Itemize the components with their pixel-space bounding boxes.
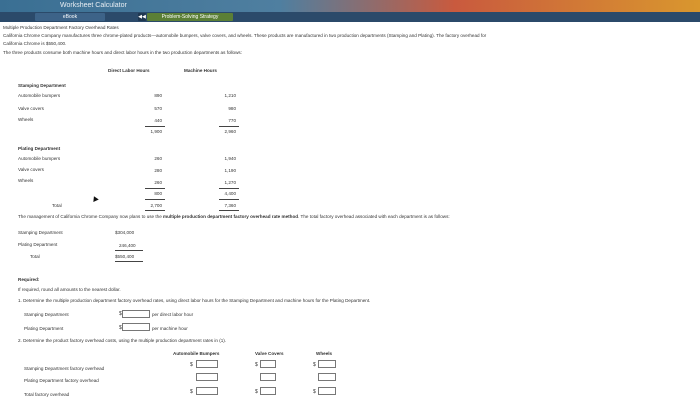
q1-plating-label: Plating Department [24, 326, 64, 331]
overhead-total-label: Total [30, 254, 40, 259]
browser-top-band [0, 0, 700, 12]
tab-problem-solving-strategy[interactable]: Problem-Solving Strategy [147, 13, 233, 21]
valve-plating-input[interactable] [260, 373, 276, 381]
overhead-row-value: $304,000 [115, 230, 135, 235]
management-text-c: . The total factory overhead associated with each department is as follows: [298, 214, 450, 219]
grand-total-mh: 7,360 [224, 203, 236, 208]
q2-col-valve-covers: Valve Covers [255, 351, 284, 356]
q1-stamping-dollar: $ [119, 311, 122, 317]
stamping-row-label: Valve covers [18, 106, 44, 111]
overhead-row-label: Plating Department [18, 242, 58, 247]
stamping-row-dlh: 440 [154, 118, 162, 123]
q1-stamping-label: Stamping Department [24, 312, 69, 317]
q2-row-total: Total factory overhead [24, 392, 70, 397]
management-paragraph [18, 214, 450, 219]
plating-row-dlh: 260 [154, 156, 162, 161]
grand-mh-double-underline [219, 210, 239, 211]
q2-row-plating: Plating Department factory overhead [24, 378, 99, 383]
tab-bar [0, 12, 700, 22]
method-name: multiple production department factory overhead rate method [163, 214, 299, 219]
stamping-rate-input[interactable] [122, 310, 150, 318]
overhead-underline [115, 250, 143, 251]
plating-title: Plating Department [18, 146, 61, 151]
plating-row-label: Valve covers [18, 167, 44, 172]
plating-row-mh: 1,190 [224, 168, 236, 173]
plating-total-mh: 4,400 [224, 191, 236, 196]
q1-plating-dollar: $ [119, 325, 122, 331]
overhead-total-value: $550,400 [115, 254, 135, 259]
worksheet-label: Worksheet Calculator [60, 2, 127, 9]
plating-rate-input[interactable] [122, 323, 150, 331]
plating-row-dlh: 260 [154, 180, 162, 185]
q2-col-automobile-bumpers: Automobile Bumpers [173, 351, 220, 356]
plating-row-label: Automobile bumpers [18, 156, 61, 161]
col-header-mh: Machine Hours [184, 68, 217, 73]
stamping-mh-underline [219, 126, 239, 127]
q2-dollar-bumpers-total: $ [190, 389, 193, 395]
q2-dollar-valve: $ [255, 362, 258, 368]
plating-mh-underline [219, 188, 239, 189]
wheels-stamping-input[interactable] [318, 360, 336, 368]
valve-stamping-input[interactable] [260, 360, 276, 368]
plating-total-dlh: 800 [154, 191, 162, 196]
stamping-title: Stamping Department [18, 83, 66, 88]
plating-row-mh: 1,940 [224, 156, 236, 161]
grand-total-label: Total [52, 203, 62, 208]
back-icon[interactable]: ◀◀ [138, 14, 146, 20]
overhead-double-underline [115, 261, 143, 262]
bumpers-total-input[interactable] [196, 387, 218, 395]
bumpers-stamping-input[interactable] [196, 360, 218, 368]
grand-dlh-underline [145, 199, 165, 200]
plating-row-label: Wheels [18, 178, 34, 183]
stamping-total-mh: 2,960 [224, 129, 236, 134]
stamping-total-dlh: 1,900 [150, 129, 162, 134]
stamping-row-dlh: 570 [154, 106, 162, 111]
stamping-row-label: Wheels [18, 117, 34, 122]
overhead-row-value: 246,400 [119, 243, 136, 248]
intro-line-3: The three products consume both machine hours and direct labor hours in the two production departments as follows: [3, 50, 243, 55]
plating-dlh-underline [145, 188, 165, 189]
wheels-total-input[interactable] [318, 387, 336, 395]
q2-row-stamping: Stamping Department factory overhead [24, 366, 105, 371]
stamping-row-mh: 1,210 [224, 93, 236, 98]
q2-dollar-bumpers: $ [190, 362, 193, 368]
intro-line-2: California Chrome is $550,400. [3, 41, 67, 46]
stamping-row-mh: 980 [228, 106, 236, 111]
stamping-row-label: Automobile bumpers [18, 93, 61, 98]
stamping-row-dlh: 890 [154, 93, 162, 98]
q1-plating-unit: per machine hour [152, 326, 188, 331]
grand-dlh-double-underline [145, 210, 165, 211]
required-title: Required: [18, 277, 40, 282]
plating-row-mh: 1,270 [224, 180, 236, 185]
tab-ebook[interactable]: eBook [35, 13, 105, 21]
problem-title: Multiple Production Department Factory Overhead Rates [3, 25, 119, 30]
q2-dollar-wheels: $ [313, 362, 316, 368]
rounding-note: If required, round all amounts to the nearest dollar. [18, 287, 121, 292]
grand-total-dlh: 2,700 [150, 203, 162, 208]
intro-line-1: California Chrome Company manufactures three chrome-plated products—automobile bumpers, valve covers, and wheels. These products are manufactured in two production departments (Stamping and Plating). The factory overhead for [3, 33, 487, 38]
col-header-dlh: Direct Labor Hours [108, 68, 150, 73]
plating-row-dlh: 280 [154, 168, 162, 173]
q2-col-wheels: Wheels [316, 351, 333, 356]
overhead-row-label: Stamping Department [18, 230, 63, 235]
q1-stamping-unit: per direct labor hour [152, 312, 194, 317]
stamping-dlh-underline [145, 126, 165, 127]
q2-dollar-valve-total: $ [255, 389, 258, 395]
stamping-row-mh: 770 [228, 118, 236, 123]
wheels-plating-input[interactable] [318, 373, 336, 381]
question-2: 2. Determine the product factory overhead costs, using the multiple production department rates in (1). [18, 338, 227, 343]
question-1: 1. Determine the multiple production department factory overhead rates, using direct labor hours for the Stamping Department and machine hours for the Plating Department. [18, 298, 371, 303]
valve-total-input[interactable] [260, 387, 276, 395]
grand-mh-underline [219, 199, 239, 200]
management-text-a: The management of California Chrome Company now plans to use the [18, 214, 164, 219]
bumpers-plating-input[interactable] [196, 373, 218, 381]
q2-dollar-wheels-total: $ [313, 389, 316, 395]
mouse-cursor-icon [91, 195, 99, 202]
